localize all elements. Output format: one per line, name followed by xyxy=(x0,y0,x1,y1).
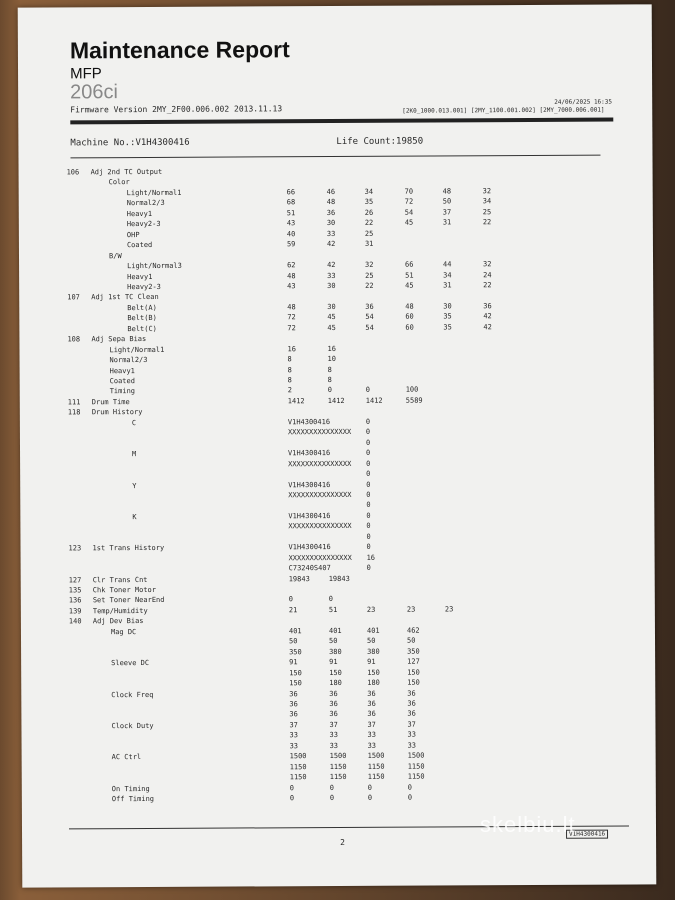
value-cell: 0 xyxy=(366,480,371,489)
value-cell: 22 xyxy=(482,218,492,227)
value-cell: 0 xyxy=(366,469,371,478)
item-label: Drum Time xyxy=(91,397,130,407)
value-cell: 54 xyxy=(365,323,374,332)
value-cell: 68 xyxy=(286,198,296,207)
value-cell: 42 xyxy=(483,322,492,331)
value-cell: 37 xyxy=(289,721,298,730)
value-cell: 45 xyxy=(327,323,336,332)
value-cell: 35 xyxy=(443,312,452,321)
value-cell: 22 xyxy=(483,281,492,290)
value-cell: 36 xyxy=(329,699,338,708)
item-label: M xyxy=(132,450,137,459)
value-cell: 380 xyxy=(367,647,380,656)
value-cell: 72 xyxy=(404,197,414,206)
value-cell: XXXXXXXXXXXXXXX xyxy=(288,522,352,531)
value-cell: 36 xyxy=(326,208,336,217)
value-cell: 43 xyxy=(286,219,296,228)
value-cell: 21 xyxy=(288,606,298,615)
item-label: Chk Toner Motor xyxy=(92,585,156,595)
value-cell: 51 xyxy=(286,209,296,218)
value-cell: 91 xyxy=(289,658,298,667)
item-number: 107 xyxy=(67,293,80,302)
value-cell: 31 xyxy=(442,218,452,227)
value-cell: 1150 xyxy=(329,773,347,782)
section-divider xyxy=(70,155,600,159)
value-cell: 48 xyxy=(405,302,414,311)
value-cell: 33 xyxy=(367,741,377,750)
value-cell: V1H4300416 xyxy=(288,480,331,489)
value-cell: 33 xyxy=(407,741,417,750)
value-cell: 0 xyxy=(367,783,373,792)
value-cell: 0 xyxy=(288,595,294,604)
value-cell: 72 xyxy=(287,323,296,333)
value-cell: 0 xyxy=(407,793,413,802)
value-cell: 462 xyxy=(406,626,420,635)
value-cell: 2 xyxy=(287,386,292,395)
item-label: On Timing xyxy=(111,784,150,793)
value-cell: 16 xyxy=(327,344,336,353)
value-cell: 70 xyxy=(404,187,414,196)
value-cell: 50 xyxy=(367,637,376,646)
value-cell: 100 xyxy=(405,386,419,395)
value-cell: 23 xyxy=(406,605,416,614)
report-title: Maintenance Report xyxy=(69,36,290,64)
value-cell: 8 xyxy=(327,365,332,374)
value-cell: 23 xyxy=(444,605,454,614)
value-cell: 8 xyxy=(327,376,332,385)
value-cell: 1412 xyxy=(287,397,305,406)
value-cell: 0 xyxy=(328,595,334,604)
item-number: 127 xyxy=(68,575,82,584)
value-cell: 401 xyxy=(288,626,302,636)
value-cell: 5589 xyxy=(405,396,423,405)
value-cell: 36 xyxy=(367,699,376,708)
item-label: Set Toner NearEnd xyxy=(92,596,165,605)
item-label: Heavy2-3 xyxy=(127,282,161,292)
value-cell: 33 xyxy=(327,271,336,280)
item-label: Adj 2nd TC Output xyxy=(90,167,163,177)
item-number: 140 xyxy=(68,617,82,626)
value-cell: 0 xyxy=(365,386,370,395)
value-cell: 91 xyxy=(367,657,376,666)
value-cell: 150 xyxy=(407,678,420,687)
value-cell: 36 xyxy=(367,689,376,698)
value-cell: 0 xyxy=(366,543,371,552)
value-cell: 0 xyxy=(407,783,413,792)
item-label: AC Ctrl xyxy=(111,753,142,762)
item-label: Mag DC xyxy=(110,627,137,636)
value-cell: 0 xyxy=(329,794,335,803)
life-count: Life Count:19850 xyxy=(336,136,424,147)
item-label: Clock Duty xyxy=(111,721,154,731)
item-label: Off Timing xyxy=(111,794,155,804)
value-cell: 1500 xyxy=(329,752,347,761)
value-cell: 150 xyxy=(289,668,302,677)
value-cell: C73240S407 xyxy=(288,564,331,573)
page-number: 2 xyxy=(340,837,345,847)
value-cell: V1H4300416 xyxy=(287,417,331,427)
item-number: 111 xyxy=(67,398,81,407)
firmware-list: [2K0_1000.013.001] [2MY_1100.001.002] [2MY_7000.006.001] xyxy=(402,106,605,115)
item-label: Adj Sepa Bias xyxy=(91,335,147,344)
value-cell: 30 xyxy=(327,281,336,290)
value-cell: 1500 xyxy=(289,752,307,761)
value-cell: 19843 xyxy=(288,574,310,583)
model-name: 206ci xyxy=(70,81,119,104)
value-cell: 36 xyxy=(483,302,492,311)
value-cell: 180 xyxy=(329,679,342,688)
value-cell: 33 xyxy=(326,229,336,238)
value-cell: 36 xyxy=(407,689,416,698)
value-cell: 1150 xyxy=(289,773,307,782)
value-cell: 0 xyxy=(366,501,371,510)
value-cell: 62 xyxy=(287,261,296,270)
value-cell: 0 xyxy=(365,428,371,437)
value-cell: 0 xyxy=(366,563,371,572)
value-cell: 150 xyxy=(329,668,342,677)
item-label: K xyxy=(132,512,137,521)
item-number: 106 xyxy=(66,168,80,177)
value-cell: 72 xyxy=(287,313,296,322)
value-cell: 37 xyxy=(367,720,376,729)
value-cell: 350 xyxy=(289,647,302,656)
item-label: Belt(A) xyxy=(127,303,157,312)
value-cell: 48 xyxy=(442,187,452,196)
value-cell: XXXXXXXXXXXXXXX xyxy=(288,459,352,468)
value-cell: 51 xyxy=(328,605,338,614)
value-cell: 1150 xyxy=(289,762,307,771)
item-label: OHP xyxy=(126,230,140,239)
value-cell: 1500 xyxy=(367,751,385,761)
machine-number: Machine No.:V1H4300416 xyxy=(70,137,190,149)
value-cell: 0 xyxy=(329,783,335,792)
value-cell: 1412 xyxy=(365,396,383,405)
value-cell: 43 xyxy=(287,282,296,291)
value-cell: 33 xyxy=(289,731,298,740)
item-label: Heavy1 xyxy=(126,209,153,218)
value-cell: 401 xyxy=(366,626,380,635)
value-cell: 34 xyxy=(443,270,452,279)
value-cell: 30 xyxy=(443,302,452,311)
value-cell: 0 xyxy=(366,448,371,457)
value-cell: XXXXXXXXXXXXXXX xyxy=(288,553,352,562)
report-page xyxy=(18,4,657,887)
value-cell: 50 xyxy=(407,636,416,645)
value-cell: V1H4300416 xyxy=(288,449,331,458)
value-cell: XXXXXXXXXXXXXXX xyxy=(287,428,352,437)
value-cell: 33 xyxy=(329,741,339,750)
item-label: Adj Dev Bias xyxy=(92,617,144,626)
value-cell: 37 xyxy=(407,720,416,729)
value-cell: 401 xyxy=(328,626,342,635)
value-cell: 30 xyxy=(326,219,336,228)
value-cell: 22 xyxy=(365,281,374,290)
value-cell: 32 xyxy=(482,187,492,196)
value-cell: 150 xyxy=(289,679,302,688)
value-cell: 1150 xyxy=(407,772,425,781)
value-cell: 1150 xyxy=(367,762,385,771)
item-label: Belt(B) xyxy=(127,314,157,323)
value-cell: 45 xyxy=(404,218,414,227)
item-label: Heavy1 xyxy=(127,272,153,281)
item-label: Coated xyxy=(109,377,135,386)
table-row xyxy=(22,791,642,804)
value-cell: 0 xyxy=(366,511,371,520)
value-cell: 36 xyxy=(329,689,338,698)
value-cell: 54 xyxy=(404,208,414,217)
value-cell: 0 xyxy=(367,793,373,802)
value-cell: 36 xyxy=(289,710,298,719)
value-cell: 34 xyxy=(364,187,374,196)
value-cell: 48 xyxy=(287,303,296,312)
value-cell: 42 xyxy=(326,240,336,249)
value-cell: 33 xyxy=(367,731,376,740)
item-label: Color xyxy=(108,178,130,187)
value-cell: 1150 xyxy=(367,772,385,781)
item-label: Coated xyxy=(126,241,153,250)
value-cell: 25 xyxy=(482,207,492,217)
value-cell: 16 xyxy=(287,344,296,353)
value-cell: 16 xyxy=(366,553,376,562)
value-cell: 23 xyxy=(366,605,376,614)
value-cell: 19843 xyxy=(328,574,350,583)
value-cell: 36 xyxy=(367,710,376,719)
value-cell: 150 xyxy=(367,668,380,677)
value-cell: 0 xyxy=(365,417,371,426)
header-divider xyxy=(70,118,613,125)
value-cell: 42 xyxy=(327,261,336,270)
value-cell: 26 xyxy=(364,208,374,217)
item-label: Sleeve DC xyxy=(111,659,150,668)
value-cell: 60 xyxy=(405,323,414,332)
value-cell: 59 xyxy=(286,240,296,249)
value-cell: 25 xyxy=(364,229,374,238)
value-cell: 44 xyxy=(443,260,452,269)
value-cell: 66 xyxy=(405,260,414,269)
value-cell: 37 xyxy=(329,720,338,729)
value-cell: 42 xyxy=(483,312,492,321)
value-cell: 54 xyxy=(365,313,374,322)
value-cell: 350 xyxy=(407,647,420,656)
value-cell: V1H4300416 xyxy=(288,511,331,521)
item-label: Y xyxy=(132,481,137,490)
value-cell: 1150 xyxy=(407,762,425,771)
value-cell: 51 xyxy=(405,271,414,280)
value-cell: 30 xyxy=(327,302,336,311)
item-label: Drum History xyxy=(91,408,143,417)
value-cell: 33 xyxy=(289,741,299,751)
item-label: C xyxy=(131,418,137,427)
value-cell: 0 xyxy=(366,522,371,531)
value-cell: 0 xyxy=(289,794,295,803)
report-datetime: 24/06/2025 16:35 xyxy=(554,98,613,106)
value-cell: 45 xyxy=(405,281,414,290)
value-cell: 31 xyxy=(364,239,374,248)
value-cell: 150 xyxy=(407,668,420,677)
footer-machine-id: V1H4300416 xyxy=(566,830,608,839)
value-cell: 91 xyxy=(329,658,338,667)
value-cell: 8 xyxy=(287,355,292,364)
value-cell: 33 xyxy=(329,731,338,740)
value-cell: 31 xyxy=(443,281,452,290)
value-cell: 36 xyxy=(289,689,298,698)
item-label: Light/Normal3 xyxy=(127,261,182,271)
value-cell: 66 xyxy=(286,188,296,197)
value-cell: 46 xyxy=(326,187,336,196)
value-cell: 50 xyxy=(442,197,452,206)
item-label: Light/Normal1 xyxy=(126,188,182,197)
item-number: 139 xyxy=(68,607,82,616)
item-label: Temp/Humidity xyxy=(92,606,148,616)
value-cell: 1150 xyxy=(329,762,347,771)
value-cell: V1H4300416 xyxy=(288,543,331,552)
value-cell: 33 xyxy=(407,730,416,739)
value-cell: 50 xyxy=(329,637,338,646)
value-cell: 10 xyxy=(327,355,337,364)
report-subtitle: MFP xyxy=(70,65,102,83)
value-cell: 8 xyxy=(287,365,292,374)
item-label: Timing xyxy=(109,387,136,396)
item-number: 118 xyxy=(67,408,81,417)
firmware-version: Firmware Version 2MY_2F00.006.002 2013.11.13 xyxy=(70,104,283,115)
item-label: Light/Normal1 xyxy=(109,345,165,354)
item-number: 136 xyxy=(68,596,82,605)
value-cell: 0 xyxy=(327,386,332,395)
item-label: B/W xyxy=(108,251,122,260)
value-cell: 40 xyxy=(286,229,296,238)
item-label: Normal2/3 xyxy=(126,199,165,208)
value-cell: 0 xyxy=(366,490,371,499)
value-cell: 60 xyxy=(405,312,414,321)
watermark-logo: skelbiu.lt xyxy=(480,812,576,837)
item-label: Heavy2-3 xyxy=(126,220,161,229)
item-label: Normal2/3 xyxy=(109,356,148,365)
value-cell: 37 xyxy=(442,208,452,217)
value-cell: 36 xyxy=(365,302,374,311)
value-cell: 127 xyxy=(407,657,420,666)
value-cell: 1500 xyxy=(407,751,425,760)
value-cell: 32 xyxy=(483,260,492,269)
value-cell: 36 xyxy=(289,700,298,709)
value-cell: 380 xyxy=(329,647,342,656)
item-number: 108 xyxy=(67,335,81,344)
value-cell: 45 xyxy=(327,313,336,322)
value-cell: 48 xyxy=(287,271,296,280)
item-label: Clock Freq xyxy=(111,690,154,699)
item-label: Heavy1 xyxy=(109,366,135,375)
value-cell: 22 xyxy=(364,219,374,228)
value-cell: 0 xyxy=(289,783,295,792)
value-cell: 36 xyxy=(329,710,338,719)
value-cell: 50 xyxy=(289,637,298,646)
value-cell: 25 xyxy=(365,271,374,280)
item-label: Adj 1st TC Clean xyxy=(91,293,159,302)
value-cell: XXXXXXXXXXXXXXX xyxy=(288,490,352,500)
value-cell: 36 xyxy=(407,699,416,708)
item-number: 123 xyxy=(68,544,82,553)
value-cell: 0 xyxy=(366,459,371,468)
value-cell: 24 xyxy=(483,270,492,279)
item-number: 135 xyxy=(68,586,82,595)
value-cell: 35 xyxy=(364,198,374,207)
value-cell: 0 xyxy=(366,532,371,541)
value-cell: 48 xyxy=(326,198,336,207)
value-cell: 0 xyxy=(365,438,371,447)
item-label: Belt(C) xyxy=(127,324,157,333)
item-label: 1st Trans History xyxy=(92,544,165,553)
value-cell: 180 xyxy=(367,678,380,687)
value-cell: 8 xyxy=(287,376,292,385)
value-cell: 32 xyxy=(365,260,374,269)
item-label: Clr Trans Cnt xyxy=(92,575,148,584)
value-cell: 1412 xyxy=(327,396,345,405)
value-cell: 35 xyxy=(443,323,452,332)
value-cell: 36 xyxy=(407,709,416,719)
value-cell: 34 xyxy=(482,197,492,206)
